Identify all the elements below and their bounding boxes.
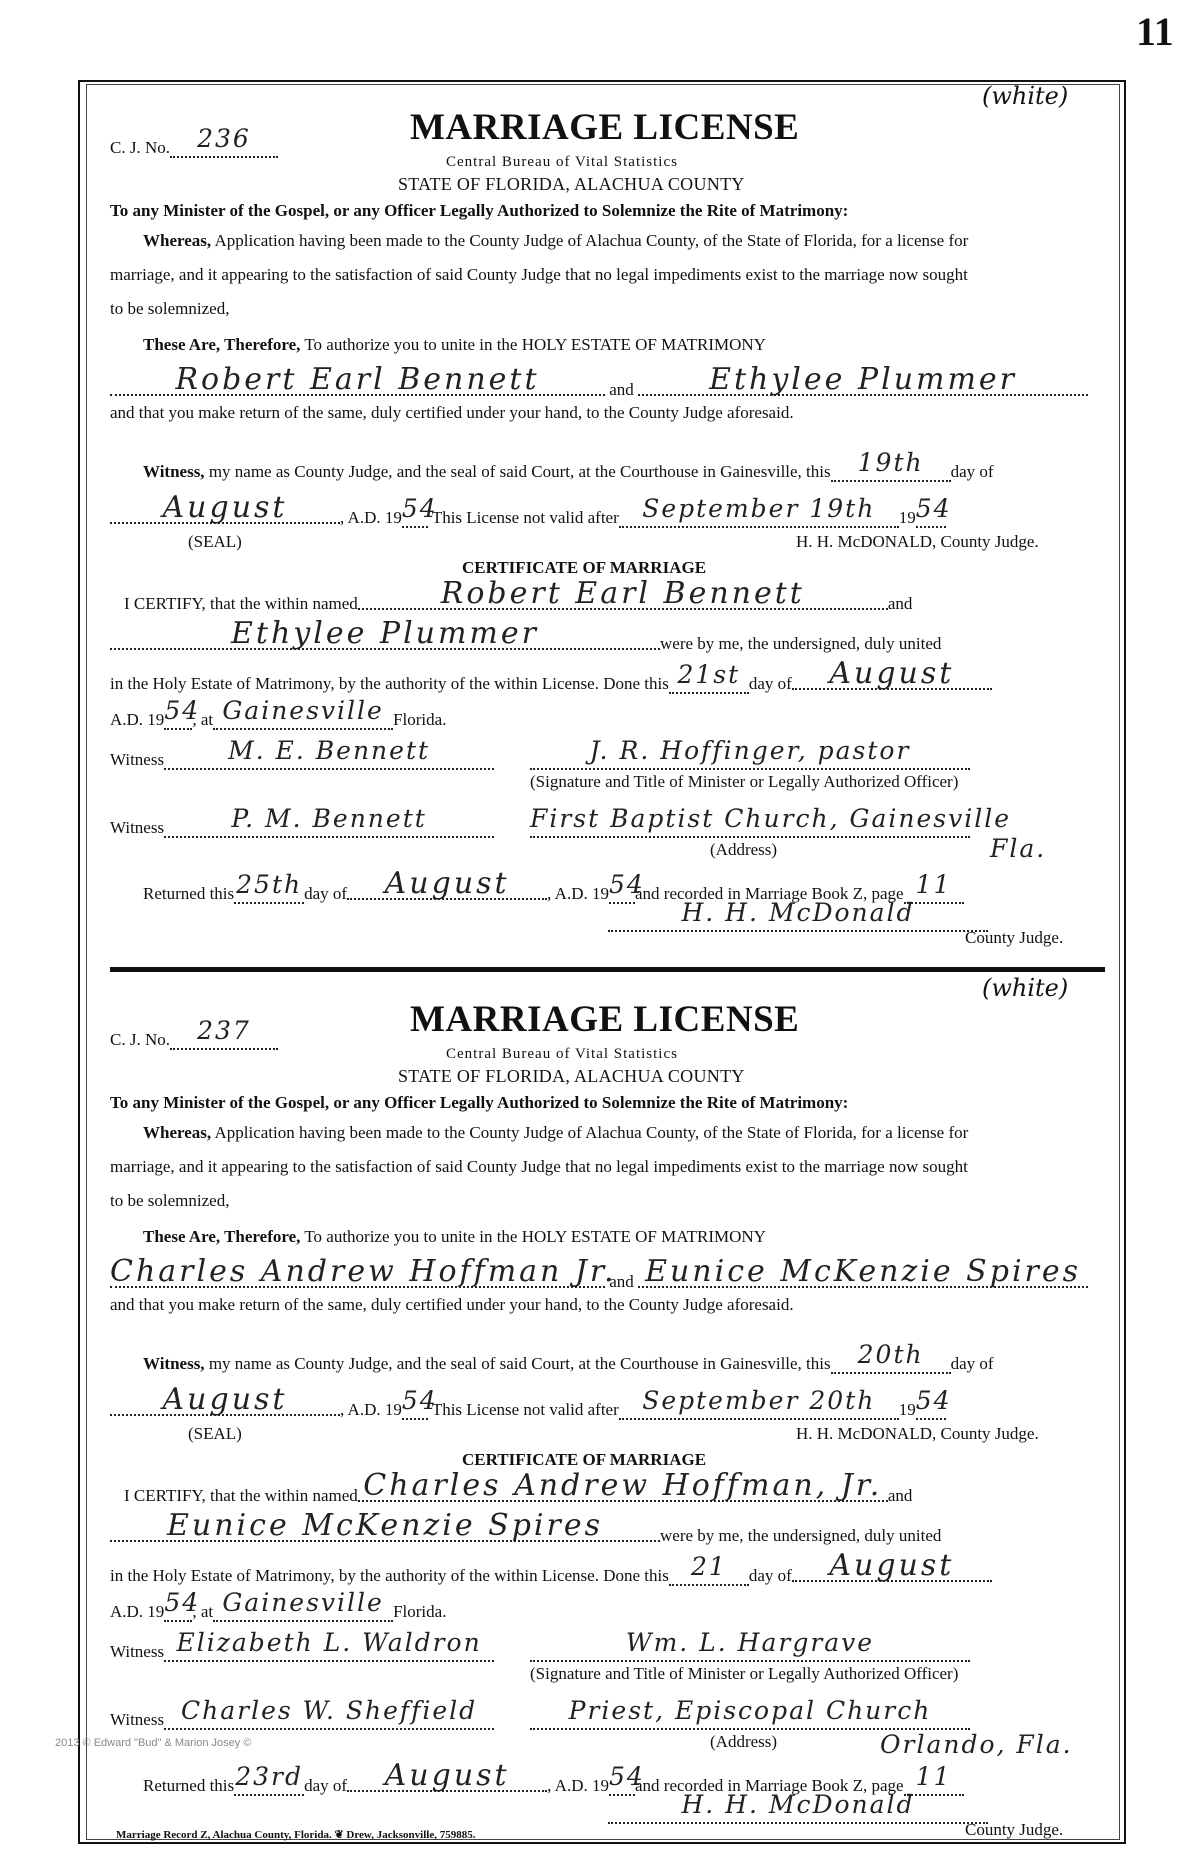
valid-after-date: September 20th (642, 1386, 876, 1415)
return-line: and that you make return of the same, duly certified under your hand, to the County Judge aforesaid. (110, 403, 794, 422)
cert-groom-name: Robert Earl Bennett (440, 576, 805, 611)
and-label: and (609, 380, 634, 399)
signature-title-label: (Signature and Title of Minister or Legally Authorized Officer) (530, 772, 959, 791)
whereas-line-2: marriage, and it appearing to the satisfaction of said County Judge that no legal impediments exist to the marriage now sought (110, 265, 968, 284)
and-label: and (609, 1272, 634, 1291)
cert-bride-name: Eunice McKenzie Spires (167, 1508, 603, 1543)
color-note: (white) (982, 82, 1069, 110)
certificate-title: CERTIFICATE OF MARRIAGE (462, 558, 707, 577)
judge-signature: H. H. McDonald (681, 898, 915, 927)
cj-number-value: 236 (197, 124, 251, 153)
holy-estate-line: in the Holy Estate of Matrimony, by the authority of the within License. Done this 21 day of August (110, 1554, 992, 1586)
issue-month: August (162, 1382, 288, 1417)
officer-address: Priest, Episcopal Church (568, 1696, 932, 1725)
judge-signature: H. H. McDonald (681, 1790, 915, 1819)
address-line: To any Minister of the Gospel, or any Officer Legally Authorized to Solemnize the Rite of Matrimony: (110, 1093, 849, 1112)
officer-signature-line (530, 736, 970, 770)
place-line: A.D. 1954, at Gainesville Florida. (110, 696, 447, 729)
done-year: 54 (164, 1588, 201, 1617)
whereas-line-3: to be solemnized, (110, 1191, 230, 1210)
witness-2-name: Charles W. Sheffield (180, 1696, 478, 1725)
these-are-line: These Are, Therefore, To authorize you to unite in the HOLY ESTATE OF MATRIMONY (143, 335, 766, 354)
section-divider (110, 967, 1105, 972)
returned-year: 54 (608, 870, 645, 899)
whereas-line-1: Whereas, Application having been made to the County Judge of Alachua County, of the State of Florida, for a license for (143, 1123, 969, 1142)
holy-estate-line: in the Holy Estate of Matrimony, by the authority of the within License. Done this 21st day of August (110, 662, 992, 694)
county-judge-label: County Judge. (965, 928, 1064, 947)
issue-month: August (162, 490, 288, 525)
whereas-line-2: marriage, and it appearing to the satisfaction of said County Judge that no legal impediments exist to the marriage now sought (110, 1157, 968, 1176)
done-day: 21st (677, 660, 741, 689)
done-month: August (829, 1548, 955, 1583)
footer-record-line: Marriage Record Z, Alachua County, Florida. ❦ Drew, Jacksonville, 759885. (116, 1829, 476, 1841)
marriage-place: Gainesville (222, 1588, 384, 1617)
officer-address-line (530, 1696, 970, 1730)
state-county: STATE OF FLORIDA, ALACHUA COUNTY (398, 174, 745, 194)
officer-address-2: Orlando, Fla. (880, 1730, 1073, 1759)
issue-date-line: August , A.D. 1954 This License not valid after September 20th 1954 (110, 1388, 946, 1420)
place-line: A.D. 1954, at Gainesville Florida. (110, 1588, 447, 1621)
certificate-title: CERTIFICATE OF MARRIAGE (462, 1450, 707, 1469)
witness-1-name: M. E. Bennett (228, 736, 431, 765)
copyright-notice: 2013 © Edward "Bud" & Marion Josey © (55, 1737, 252, 1749)
returned-day: 23rd (235, 1762, 304, 1791)
judge-signature-line (608, 1790, 988, 1824)
witness-judge-line: Witness, my name as County Judge, and the seal of said Court, at the Courthouse in Gainesville, this 19th day of (143, 448, 994, 481)
officer-signature: J. R. Hoffinger, pastor (589, 736, 911, 765)
address-label: (Address) (710, 1732, 778, 1751)
cert-bride-name: Ethylee Plummer (231, 616, 539, 651)
signature-title-label: (Signature and Title of Minister or Legally Authorized Officer) (530, 1664, 959, 1683)
color-note: (white) (982, 974, 1069, 1002)
whereas-line-3: to be solemnized, (110, 299, 230, 318)
returned-line: Returned this25th day of August , A.D. 1954and recorded in Marriage Book Z, page 11 (143, 872, 964, 904)
returned-month: August (384, 1758, 510, 1793)
groom-name: Charles Andrew Hoffman Jr. (110, 1254, 617, 1289)
issue-day: 19th (857, 448, 924, 477)
certify-line: I CERTIFY, that the within named Robert Earl Bennett and (124, 576, 913, 613)
license-section (110, 974, 1100, 1854)
cj-label: C. J. No. (110, 138, 170, 157)
cj-number (110, 124, 278, 158)
valid-year: 54 (915, 494, 952, 523)
certify-line: I CERTIFY, that the within named Charles Andrew Hoffman, Jr. and (124, 1468, 913, 1505)
these-are-line: These Are, Therefore, To authorize you to unite in the HOLY ESTATE OF MATRIMONY (143, 1227, 766, 1246)
officer-signature: Wm. L. Hargrave (625, 1628, 875, 1657)
valid-after-date: September 19th (642, 494, 876, 523)
done-year: 54 (164, 696, 201, 725)
witness-2-name: P. M. Bennett (231, 804, 427, 833)
return-line: and that you make return of the same, duly certified under your hand, to the County Judge aforesaid. (110, 1295, 794, 1314)
returned-year: 54 (608, 1762, 645, 1791)
witness-1-line: Witness Elizabeth L. Waldron (110, 1634, 494, 1662)
bureau-name: Central Bureau of Vital Statistics (446, 154, 678, 170)
bride-name: Eunice McKenzie Spires (645, 1254, 1082, 1289)
address-label: (Address) (710, 840, 778, 859)
done-month: August (829, 656, 955, 691)
issue-year: 54 (401, 494, 438, 523)
page-number: 11 (1136, 9, 1174, 54)
whereas-line-1: Whereas, Application having been made to the County Judge of Alachua County, of the State of Florida, for a license for (143, 231, 969, 250)
returned-month: August (384, 866, 510, 901)
record-page: 11 (915, 870, 952, 899)
county-judge-label: County Judge. (965, 1820, 1064, 1839)
issue-date-line: August , A.D. 1954 This License not valid after September 19th 1954 (110, 496, 946, 528)
groom-name: Robert Earl Bennett (175, 362, 540, 397)
officer-address: First Baptist Church, Gainesville (530, 804, 1012, 833)
license-title: MARRIAGE LICENSE (410, 107, 800, 148)
returned-day: 25th (236, 870, 303, 899)
witness-1-name: Elizabeth L. Waldron (176, 1628, 482, 1657)
cj-number (110, 1016, 278, 1050)
valid-year: 54 (915, 1386, 952, 1415)
issue-year: 54 (401, 1386, 438, 1415)
witness-2-line: Witness P. M. Bennett (110, 810, 494, 838)
address-line: To any Minister of the Gospel, or any Officer Legally Authorized to Solemnize the Rite of Matrimony: (110, 201, 849, 220)
license-title: MARRIAGE LICENSE (410, 999, 800, 1040)
judge-name: H. H. McDONALD, County Judge. (796, 1424, 1039, 1443)
cert-bride-line: Eunice McKenzie Spires were by me, the undersigned, duly united (110, 1514, 941, 1546)
cj-number-value: 237 (197, 1016, 251, 1045)
license-section (110, 82, 1100, 962)
judge-signature-line (608, 898, 988, 932)
state-county: STATE OF FLORIDA, ALACHUA COUNTY (398, 1066, 745, 1086)
officer-signature-line (530, 1628, 970, 1662)
returned-line: Returned this23rdday of August , A.D. 1954and recorded in Marriage Book Z, page 11 (143, 1764, 964, 1796)
bride-name: Ethylee Plummer (709, 362, 1018, 397)
cj-label: C. J. No. (110, 1030, 170, 1049)
officer-address-2: Fla. (990, 834, 1047, 863)
issue-day: 20th (857, 1340, 924, 1369)
officer-address-line (530, 804, 1012, 838)
judge-name: H. H. McDONALD, County Judge. (796, 532, 1039, 551)
cert-groom-name: Charles Andrew Hoffman, Jr. (363, 1468, 883, 1503)
done-day: 21 (690, 1552, 727, 1581)
cert-bride-line: Ethylee Plummer were by me, the undersigned, duly united (110, 622, 941, 654)
witness-1-line: Witness M. E. Bennett (110, 742, 494, 770)
record-page: 11 (915, 1762, 952, 1791)
witness-2-line: Witness Charles W. Sheffield (110, 1702, 494, 1730)
seal-label: (SEAL) (188, 1424, 242, 1443)
bureau-name: Central Bureau of Vital Statistics (446, 1046, 678, 1062)
seal-label: (SEAL) (188, 532, 242, 551)
marriage-place: Gainesville (222, 696, 384, 725)
witness-judge-line: Witness, my name as County Judge, and the seal of said Court, at the Courthouse in Gainesville, this 20th day of (143, 1340, 994, 1373)
